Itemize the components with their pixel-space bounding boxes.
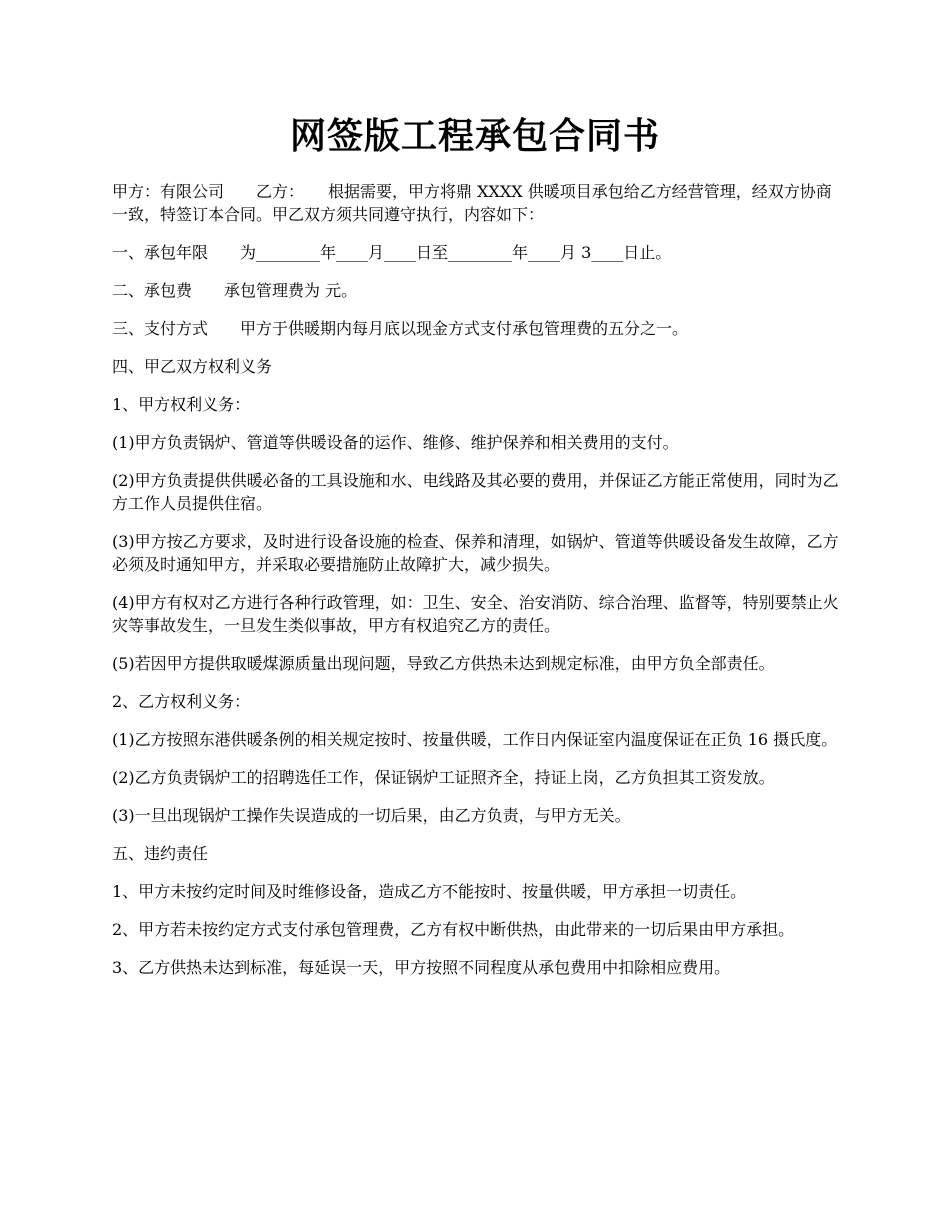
party-b-clause-2: (2)乙方负责锅炉工的招聘选任工作，保证锅炉工证照齐全，持证上岗，乙方负担其工资发放。 (112, 768, 775, 787)
party-b-heading: 2、乙方权利义务： (112, 692, 251, 711)
section-rights-heading: 四、甲乙双方权利义务 (112, 357, 273, 376)
liability-clause-3: 3、乙方供热未达到标准，每延误一天，甲方按照不同程度从承包费用中扣除相应费用。 (112, 958, 731, 977)
party-b-clause-1: (1)乙方按照东港供暖条例的相关规定按时、按量供暖，工作日内保证室内温度保证在正负 16 摄氏度。 (112, 730, 838, 749)
liability-clause-1: 1、甲方未按约定时间及时维修设备，造成乙方不能按时、按量供暖，甲方承担一切责任。 (112, 882, 747, 901)
party-a-heading: 1、甲方权利义务： (112, 395, 251, 414)
party-b-clause-3: (3)一旦出现锅炉工操作失误造成的一切后果，由乙方负责，与甲方无关。 (112, 806, 631, 825)
liability-clause-2: 2、甲方若未按约定方式支付承包管理费，乙方有权中断供热，由此带来的一切后果由甲方承担。 (112, 920, 795, 939)
party-a-clause-1: (1)甲方负责锅炉、管道等供暖设备的运作、维修、维护保养和相关费用的支付。 (112, 433, 679, 452)
section-liability-heading: 五、违约责任 (112, 844, 209, 863)
party-a-clause-2: (2)甲方负责提供供暖必备的工具设施和水、电线路及其必要的费用，并保证乙方能正常使用，同时为乙方工作人员提供住宿。 (112, 471, 839, 513)
paragraph-payment: 三、支付方式 甲方于供暖期内每月底以现金方式支付承包管理费的五分之一。 (112, 319, 689, 338)
document-body (112, 180, 847, 994)
page-title: 网签版工程承包合同书 (289, 115, 660, 157)
party-a-clause-3: (3)甲方按乙方要求，及时进行设备设施的检查、保养和清理，如锅炉、管道等供暖设备发生故障，乙方必须及时通知甲方，并采取必要措施防止故障扩大，减少损失。 (112, 532, 839, 574)
party-a-clause-4: (4)甲方有权对乙方进行各种行政管理，如：卫生、安全、治安消防、综合治理、监督等，特别要禁止火灾等事故发生，一旦发生类似事故，甲方有权追究乙方的责任。 (112, 593, 839, 635)
paragraph-fee: 二、承包费 承包管理费为 元。 (112, 281, 358, 300)
party-a-clause-5: (5)若因甲方提供取暖煤源质量出现问题，导致乙方供热未达到规定标准，由甲方负全部责任。 (112, 654, 775, 673)
paragraph-intro: 甲方：有限公司 乙方： 根据需要，甲方将鼎 XXXX 供暖项目承包给乙方经营管理，经双方协商一致，特签订本合同。甲乙双方须共同遵守执行，内容如下： (112, 182, 832, 224)
paragraph-term: 一、承包年限 为________年____月____日至________年____月 3____日止。 (112, 243, 672, 262)
